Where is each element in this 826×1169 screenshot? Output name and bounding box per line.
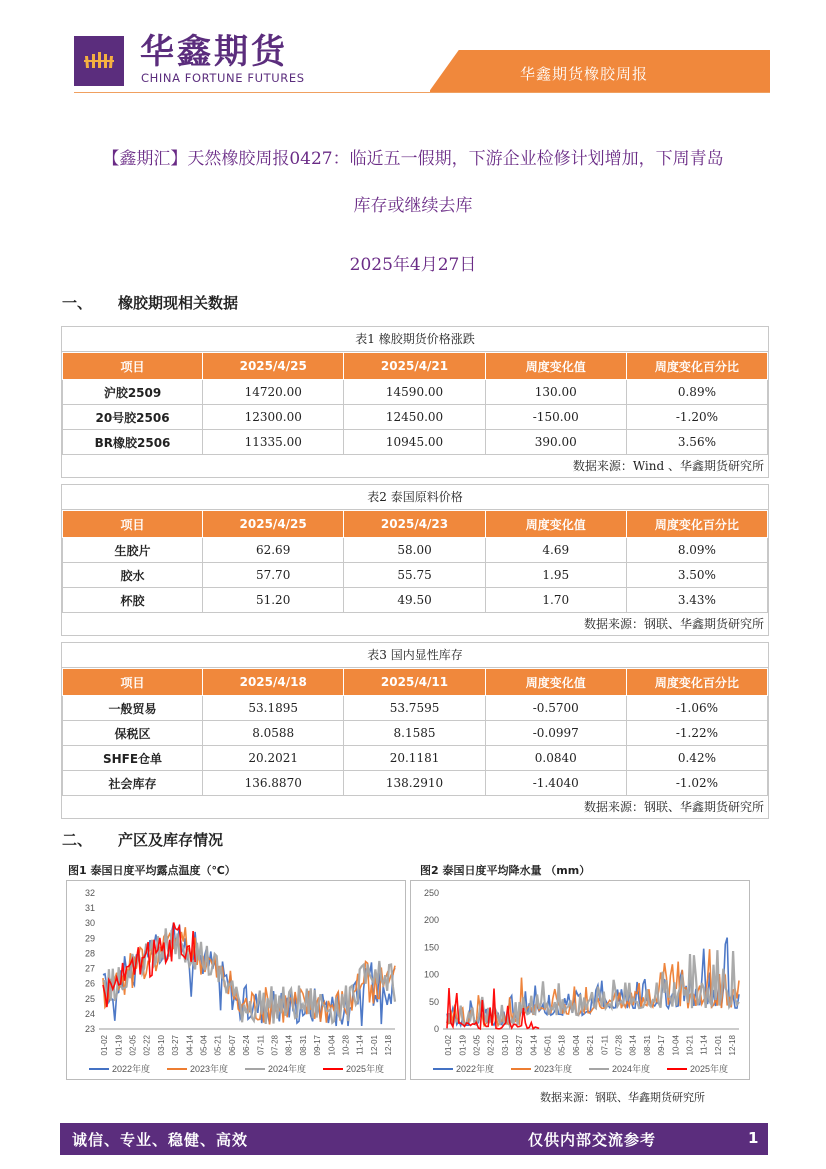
row-label: 杯胶 <box>63 588 203 613</box>
column-header: 项目 <box>63 353 203 380</box>
table-cell: 8.09% <box>626 538 767 563</box>
table-cell: 1.70 <box>485 588 626 613</box>
header-rule <box>74 92 770 93</box>
rainfall-chart <box>411 881 749 1079</box>
table-row <box>63 430 768 455</box>
x-tick-label: 06-21 <box>586 1035 596 1056</box>
banner-title: 华鑫期货橡胶周报 <box>520 65 649 83</box>
chart2-title: 图2 泰国日度平均降水量 （mm） <box>420 864 591 877</box>
section-number: 一、 <box>62 294 93 312</box>
y-tick-label: 31 <box>84 903 95 914</box>
table-cell: 51.20 <box>202 588 343 613</box>
legend-label: 2022年度 <box>112 1064 151 1074</box>
y-tick-label: 28 <box>84 948 95 959</box>
footer-note: 仅供内部交流参考 <box>528 1131 657 1149</box>
column-header: 周度变化值 <box>485 511 626 538</box>
table-cell: 8.1585 <box>344 721 485 746</box>
y-tick-label: 50 <box>428 996 439 1007</box>
column-header: 2025/4/25 <box>202 511 343 538</box>
x-tick-label: 01-19 <box>458 1035 468 1056</box>
row-label: 保税区 <box>63 721 203 746</box>
table-cell: -1.20% <box>626 405 767 430</box>
table-cell: 1.95 <box>485 563 626 588</box>
table-row <box>63 538 768 563</box>
raw-material-price-table <box>61 484 769 636</box>
row-label: 沪胶2509 <box>63 380 203 405</box>
data-table <box>62 510 768 613</box>
table-header-row <box>63 669 768 696</box>
y-tick-label: 30 <box>84 918 95 929</box>
x-tick-label: 01-19 <box>114 1035 124 1056</box>
x-tick-label: 07-11 <box>256 1035 266 1055</box>
x-tick-label: 08-31 <box>642 1035 652 1056</box>
x-tick-label: 04-14 <box>185 1035 195 1056</box>
x-tick-label: 12-01 <box>369 1035 379 1056</box>
table-source: 数据来源：Wind 、华鑫期货研究所 <box>572 459 764 473</box>
table-cell: 62.69 <box>202 538 343 563</box>
table-source: 数据来源：钢联、华鑫期货研究所 <box>583 800 764 814</box>
table-cell: 14720.00 <box>203 380 344 405</box>
table-cell: 14590.00 <box>344 380 485 405</box>
column-header: 周度变化百分比 <box>626 353 767 380</box>
x-tick-label: 01-02 <box>444 1035 454 1056</box>
table-cell: 20.2021 <box>203 746 344 771</box>
table-cell: 136.8870 <box>203 771 344 796</box>
column-header: 2025/4/18 <box>203 669 344 696</box>
x-tick-label: 11-14 <box>699 1035 709 1055</box>
section-heading-1 <box>62 292 238 313</box>
x-tick-label: 03-10 <box>156 1035 166 1056</box>
table-cell: 0.42% <box>626 746 767 771</box>
x-tick-label: 11-14 <box>355 1035 365 1055</box>
legend-label: 2022年度 <box>456 1064 495 1074</box>
table-cell: -1.22% <box>626 721 767 746</box>
x-tick-label: 12-01 <box>713 1035 723 1056</box>
column-header: 2025/4/21 <box>344 353 485 380</box>
table-caption: 表3 国内显性库存 <box>62 643 768 668</box>
column-header: 2025/4/11 <box>344 669 485 696</box>
section-title: 橡胶期现相关数据 <box>118 294 239 312</box>
x-tick-label: 05-21 <box>213 1035 223 1056</box>
x-tick-label: 04-14 <box>529 1035 539 1056</box>
row-label: 一般贸易 <box>63 696 203 721</box>
y-tick-label: 250 <box>423 888 439 898</box>
table-row <box>63 696 768 721</box>
x-tick-label: 05-01 <box>543 1035 553 1056</box>
table-cell: -1.02% <box>626 771 767 796</box>
table-cell: 8.0588 <box>203 721 344 746</box>
report-title-line1: 【鑫期汇】天然橡胶周报0427：临近五一假期，下游企业检修计划增加，下周青岛 <box>102 149 724 169</box>
table-caption: 表2 泰国原料价格 <box>62 485 768 510</box>
legend-label: 2024年度 <box>268 1064 307 1074</box>
table-cell: 10945.00 <box>344 430 485 455</box>
row-label: 社会库存 <box>63 771 203 796</box>
legend-label: 2025年度 <box>690 1064 729 1074</box>
charts-source: 数据来源：钢联、华鑫期货研究所 <box>540 1091 705 1104</box>
table-cell: 53.7595 <box>344 696 485 721</box>
column-header: 项目 <box>63 669 203 696</box>
y-tick-label: 25 <box>84 993 95 1004</box>
row-label: 20号胶2506 <box>63 405 203 430</box>
legend-label: 2023年度 <box>190 1064 229 1074</box>
table-row <box>63 771 768 796</box>
column-header: 2025/4/25 <box>203 353 344 380</box>
report-date: 2025年4月27日 <box>349 255 477 275</box>
x-tick-label: 02-05 <box>128 1035 138 1056</box>
inventory-table <box>61 642 769 819</box>
x-tick-label: 07-28 <box>270 1035 280 1056</box>
data-table <box>62 668 768 796</box>
x-tick-label: 06-04 <box>571 1035 581 1056</box>
column-header: 周度变化百分比 <box>626 669 767 696</box>
x-tick-label: 06-07 <box>227 1035 237 1056</box>
report-title-line2: 库存或继续去库 <box>353 196 473 216</box>
table-cell: 0.0840 <box>485 746 626 771</box>
column-header: 周度变化百分比 <box>626 511 767 538</box>
x-tick-label: 03-10 <box>500 1035 510 1056</box>
x-tick-label: 05-18 <box>557 1035 567 1056</box>
table-caption: 表1 橡胶期货价格涨跌 <box>62 327 768 352</box>
x-tick-label: 10-04 <box>327 1035 337 1056</box>
y-tick-label: 29 <box>84 933 95 944</box>
table-cell: 3.56% <box>626 430 767 455</box>
company-logo <box>74 36 124 86</box>
x-tick-label: 06-24 <box>242 1035 252 1056</box>
table-row <box>63 588 768 613</box>
footer-motto: 诚信、专业、稳健、高效 <box>72 1131 249 1149</box>
dew-point-chart <box>67 881 405 1079</box>
table-header-row <box>63 511 768 538</box>
table-row <box>63 746 768 771</box>
chart2-frame <box>410 880 750 1080</box>
brand-name-cn: 华鑫期货 <box>140 32 288 72</box>
table-cell: 4.69 <box>485 538 626 563</box>
table-cell: 12300.00 <box>203 405 344 430</box>
table-cell: 12450.00 <box>344 405 485 430</box>
futures-price-table <box>61 326 769 478</box>
row-label: SHFE仓单 <box>63 746 203 771</box>
table-cell: 0.89% <box>626 380 767 405</box>
table-cell: 55.75 <box>344 563 485 588</box>
table-cell: 57.70 <box>202 563 343 588</box>
x-tick-label: 08-14 <box>284 1035 294 1056</box>
chart1-frame <box>66 880 406 1080</box>
x-tick-label: 09-17 <box>657 1035 667 1056</box>
row-label: 胶水 <box>63 563 203 588</box>
y-tick-label: 26 <box>84 978 95 989</box>
x-tick-label: 03-27 <box>171 1035 181 1056</box>
table-cell: 3.43% <box>626 588 767 613</box>
column-header: 周度变化值 <box>485 353 626 380</box>
column-header: 2025/4/23 <box>344 511 485 538</box>
x-tick-label: 02-05 <box>472 1035 482 1056</box>
row-label: 生胶片 <box>63 538 203 563</box>
table-row <box>63 380 768 405</box>
table-cell: 130.00 <box>485 380 626 405</box>
brand-name-en: CHINA FORTUNE FUTURES <box>141 71 305 85</box>
y-tick-label: 23 <box>84 1024 95 1034</box>
table-cell: -150.00 <box>485 405 626 430</box>
table-cell: 20.1181 <box>344 746 485 771</box>
y-tick-label: 0 <box>433 1024 439 1034</box>
table-row <box>63 563 768 588</box>
page-number: 1 <box>748 1129 759 1147</box>
row-label: BR橡胶2506 <box>63 430 203 455</box>
table-source: 数据来源：钢联、华鑫期货研究所 <box>583 617 764 631</box>
table-cell: -1.06% <box>626 696 767 721</box>
y-tick-label: 32 <box>84 888 95 898</box>
x-tick-label: 08-14 <box>628 1035 638 1056</box>
table-cell: 390.00 <box>485 430 626 455</box>
x-tick-label: 07-28 <box>614 1035 624 1056</box>
y-tick-label: 200 <box>423 915 439 926</box>
logo-mark-icon <box>74 36 124 86</box>
table-cell: 11335.00 <box>203 430 344 455</box>
column-header: 周度变化值 <box>485 669 626 696</box>
table-header-row <box>63 353 768 380</box>
chart1-title: 图1 泰国日度平均露点温度（℃） <box>68 864 236 877</box>
table-cell: 3.50% <box>626 563 767 588</box>
x-tick-label: 02-22 <box>486 1035 496 1056</box>
table-cell: 58.00 <box>344 538 485 563</box>
y-tick-label: 100 <box>423 969 439 980</box>
x-tick-label: 12-18 <box>384 1035 394 1056</box>
table-row <box>63 721 768 746</box>
column-header: 项目 <box>63 511 203 538</box>
section-title: 产区及库存情况 <box>118 831 224 849</box>
x-tick-label: 10-28 <box>341 1035 351 1056</box>
table-cell: 49.50 <box>344 588 485 613</box>
table-cell: 53.1895 <box>203 696 344 721</box>
section-number: 二、 <box>62 831 93 849</box>
table-cell: -0.5700 <box>485 696 626 721</box>
x-tick-label: 08-31 <box>298 1035 308 1056</box>
table-cell: 138.2910 <box>344 771 485 796</box>
section-heading-2 <box>62 829 223 850</box>
data-table <box>62 352 768 455</box>
x-tick-label: 12-18 <box>728 1035 738 1056</box>
table-row <box>63 405 768 430</box>
table-cell: -1.4040 <box>485 771 626 796</box>
legend-label: 2023年度 <box>534 1064 573 1074</box>
x-tick-label: 05-04 <box>199 1035 209 1056</box>
x-tick-label: 10-21 <box>685 1035 695 1056</box>
y-tick-label: 24 <box>84 1008 95 1019</box>
x-tick-label: 03-27 <box>515 1035 525 1056</box>
x-tick-label: 02-22 <box>142 1035 152 1056</box>
x-tick-label: 07-11 <box>600 1035 610 1055</box>
x-tick-label: 10-04 <box>671 1035 681 1056</box>
legend-label: 2024年度 <box>612 1064 651 1074</box>
x-tick-label: 09-17 <box>313 1035 323 1056</box>
y-tick-label: 150 <box>423 942 439 953</box>
y-tick-label: 27 <box>84 963 95 974</box>
legend-label: 2025年度 <box>346 1064 385 1074</box>
x-tick-label: 01-02 <box>100 1035 110 1056</box>
table-cell: -0.0997 <box>485 721 626 746</box>
